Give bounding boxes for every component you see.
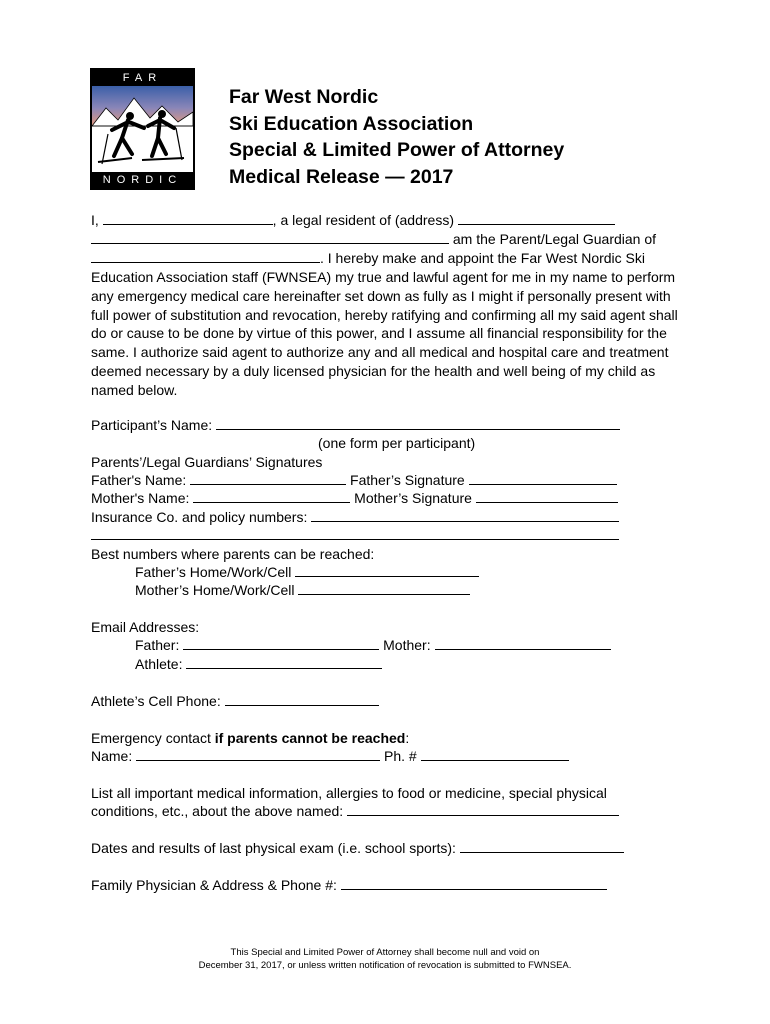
mother-name-label: Mother's Name: (91, 490, 190, 506)
body-text-i: I, (91, 212, 99, 228)
emergency-text: Emergency contact (91, 730, 215, 746)
emergency-heading (91, 729, 409, 747)
father-phone-blank[interactable] (295, 563, 479, 577)
emergency-phone-blank[interactable] (421, 747, 569, 761)
email-athlete-label: Athlete: (135, 656, 183, 672)
mother-signature-label: Mother’s Signature (354, 490, 472, 506)
mother-phone-label: Mother’s Home/Work/Cell (135, 582, 295, 598)
insurance-label: Insurance Co. and policy numbers: (91, 509, 308, 525)
father-name-blank[interactable] (190, 471, 346, 485)
footer-line-1: This Special and Limited Power of Attorney shall become null and void on (230, 947, 540, 958)
insurance-row (91, 508, 619, 526)
athlete-cell-row (91, 692, 379, 710)
physician-blank[interactable] (341, 876, 607, 890)
emergency-colon: : (405, 730, 410, 746)
signatures-heading: Parents’/Legal Guardians’ Signatures (91, 454, 323, 470)
emergency-name-label: Name: (91, 748, 133, 764)
medical-info-line-1: List all important medical information, allergies to food or medicine, special physical (91, 785, 607, 801)
medical-info-label: conditions, etc., about the above named: (91, 803, 344, 819)
mother-phone-row (135, 581, 470, 599)
athlete-cell-label: Athlete’s Cell Phone: (91, 693, 221, 709)
logo-bottom-text: NORDIC (92, 172, 193, 188)
emergency-phone-label: Ph. # (384, 748, 417, 764)
logo-top-text: FAR (92, 70, 193, 86)
child-name-blank[interactable] (91, 249, 320, 263)
mother-signature-blank[interactable] (476, 489, 618, 503)
email-father-blank[interactable] (183, 636, 379, 650)
email-mother-blank[interactable] (435, 636, 611, 650)
father-signature-label: Father’s Signature (350, 472, 465, 488)
physical-exam-blank[interactable] (460, 839, 624, 853)
body-text-appoint: . I hereby make and appoint the Far West Nordic Ski (320, 249, 646, 266)
email-mother-label: Mother: (383, 637, 431, 653)
athlete-cell-blank[interactable] (225, 692, 379, 706)
guardian-name-blank[interactable] (103, 211, 273, 225)
participant-name-label: Participant’s Name: (91, 417, 213, 433)
participant-name-blank[interactable] (216, 416, 620, 430)
emergency-name-blank[interactable] (136, 747, 380, 761)
father-phone-row (135, 563, 479, 581)
title-line-1: Far West Nordic (229, 86, 379, 108)
mother-phone-blank[interactable] (298, 581, 470, 595)
physical-exam-label: Dates and results of last physical exam (i.e. school sports): (91, 840, 456, 856)
email-athlete-row (135, 655, 382, 673)
mother-row (91, 489, 618, 507)
emergency-bold-text: if parents cannot be reached (214, 730, 406, 746)
insurance-continued-blank[interactable] (91, 526, 619, 540)
father-row (91, 471, 617, 489)
father-signature-blank[interactable] (469, 471, 617, 485)
one-form-note: (one form per participant) (318, 435, 476, 451)
revocation-footer (0, 946, 770, 972)
authorization-paragraph (91, 211, 691, 400)
physician-row (91, 876, 607, 894)
skier-illustration (92, 86, 193, 172)
email-parents-row (135, 636, 611, 654)
best-numbers-heading: Best numbers where parents can be reached: (91, 546, 375, 562)
father-name-label: Father's Name: (91, 472, 187, 488)
mother-name-blank[interactable] (193, 489, 350, 503)
address-continued-blank[interactable] (91, 230, 449, 244)
physician-label: Family Physician & Address & Phone #: (91, 877, 337, 893)
participant-name-row (91, 416, 620, 434)
email-heading: Email Addresses: (91, 619, 200, 635)
footer-line-2: December 31, 2017, or unless written notification of revocation is submitted to FWNSEA. (198, 960, 572, 971)
document-title (229, 84, 669, 190)
body-text-guardian-of: am the Parent/Legal Guardian of (452, 230, 657, 247)
insurance-blank[interactable] (311, 508, 619, 522)
title-line-3: Special & Limited Power of Attorney (229, 139, 565, 161)
father-phone-label: Father’s Home/Work/Cell (135, 564, 292, 580)
title-line-2: Ski Education Association (229, 112, 474, 135)
emergency-contact-row (91, 747, 569, 765)
body-paragraph: Education Association staff (FWNSEA) my true and lawful agent for me in my name to perform any emergency medical care hereinafter set down as fully as I might if personally present with full power of substitution and revocation, hereby ratifying and confirming all my said agent shall do or cause to be done by virtue of this power, and I assume all financial responsibility for the same. I authorize said agent to authorize any and all medical and hospital care and treatment deemed necessary by a duly licensed physician for the health and well being of my child as named below. (91, 268, 678, 399)
email-father-label: Father: (135, 637, 180, 653)
physical-exam-row (91, 839, 624, 857)
far-west-nordic-logo (90, 68, 195, 190)
medical-info-row (91, 802, 619, 820)
body-text-resident: , a legal resident of (address) (272, 212, 454, 228)
title-line-4: Medical Release — 2017 (229, 165, 454, 188)
medical-info-blank[interactable] (347, 802, 619, 816)
insurance-continued-row (91, 526, 619, 544)
address-blank[interactable] (458, 211, 615, 225)
email-athlete-blank[interactable] (186, 655, 382, 669)
